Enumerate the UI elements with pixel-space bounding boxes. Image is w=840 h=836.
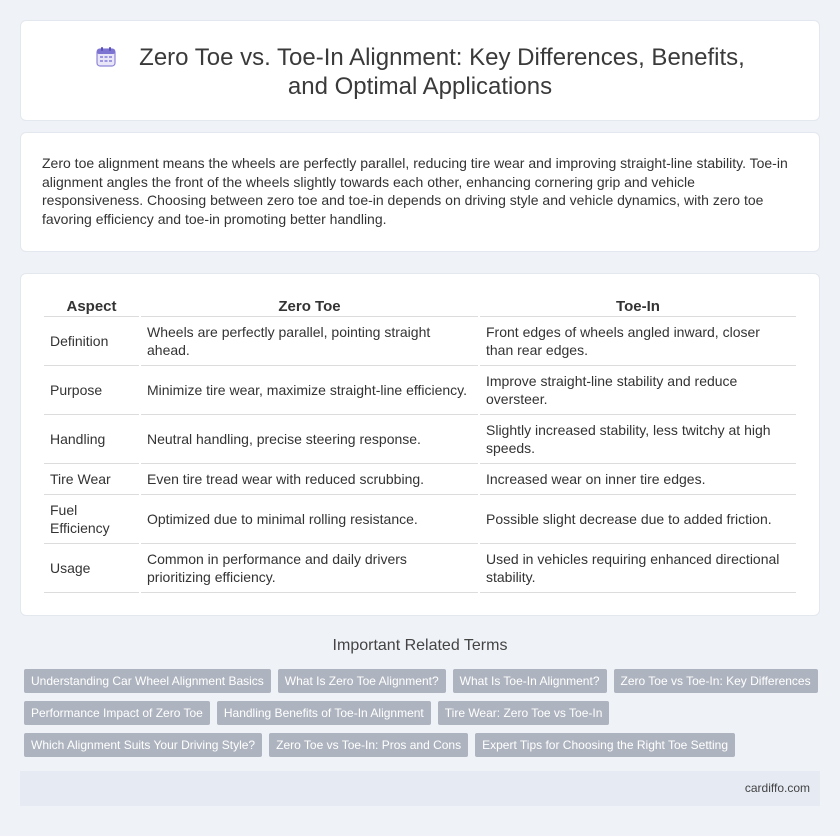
header-aspect: Aspect bbox=[44, 296, 139, 317]
tag-row bbox=[24, 733, 824, 757]
related-term-tag[interactable]: Zero Toe vs Toe-In: Pros and Cons bbox=[269, 733, 468, 757]
intro-card bbox=[20, 132, 820, 252]
page-title-wrap bbox=[21, 43, 819, 101]
cell-aspect: Definition bbox=[44, 317, 139, 366]
related-term-tag[interactable]: Expert Tips for Choosing the Right Toe Setting bbox=[475, 733, 735, 757]
table-row bbox=[44, 366, 796, 415]
tag-row bbox=[24, 701, 824, 725]
related-terms-title: Important Related Terms bbox=[332, 637, 508, 654]
cell-zero-toe: Even tire tread wear with reduced scrubbing. bbox=[141, 464, 478, 495]
cell-zero-toe: Optimized due to minimal rolling resistance. bbox=[141, 495, 478, 544]
footer-site-link[interactable]: cardiffo.com bbox=[744, 781, 810, 795]
footer bbox=[20, 771, 820, 806]
related-term-tag[interactable]: Which Alignment Suits Your Driving Style? bbox=[24, 733, 262, 757]
cell-toe-in: Increased wear on inner tire edges. bbox=[480, 464, 796, 495]
table-row bbox=[44, 415, 796, 464]
tag-row bbox=[24, 669, 824, 693]
header-toe-in: Toe-In bbox=[480, 296, 796, 317]
related-term-tag[interactable]: Zero Toe vs Toe-In: Key Differences bbox=[614, 669, 818, 693]
related-term-tag[interactable]: Tire Wear: Zero Toe vs Toe-In bbox=[438, 701, 610, 725]
table-row bbox=[44, 495, 796, 544]
cell-aspect: Purpose bbox=[44, 366, 139, 415]
cell-toe-in: Possible slight decrease due to added friction. bbox=[480, 495, 796, 544]
cell-toe-in: Used in vehicles requiring enhanced directional stability. bbox=[480, 544, 796, 593]
cell-toe-in: Front edges of wheels angled inward, closer than rear edges. bbox=[480, 317, 796, 366]
cell-zero-toe: Neutral handling, precise steering response. bbox=[141, 415, 478, 464]
related-term-tag[interactable]: Performance Impact of Zero Toe bbox=[24, 701, 210, 725]
cell-toe-in: Improve straight-line stability and reduce oversteer. bbox=[480, 366, 796, 415]
cell-zero-toe: Common in performance and daily drivers prioritizing efficiency. bbox=[141, 544, 478, 593]
cell-aspect: Handling bbox=[44, 415, 139, 464]
table-row bbox=[44, 464, 796, 495]
table-row bbox=[44, 317, 796, 366]
cell-zero-toe: Wheels are perfectly parallel, pointing straight ahead. bbox=[141, 317, 478, 366]
header-zero-toe: Zero Toe bbox=[141, 296, 478, 317]
title-card bbox=[20, 20, 820, 121]
cell-toe-in: Slightly increased stability, less twitchy at high speeds. bbox=[480, 415, 796, 464]
page-title: Zero Toe vs. Toe-In Alignment: Key Differences, Benefits, and Optimal Applications bbox=[139, 44, 745, 100]
related-terms-tags bbox=[24, 669, 824, 765]
table-header-row bbox=[44, 296, 796, 317]
cell-aspect: Usage bbox=[44, 544, 139, 593]
cell-aspect: Tire Wear bbox=[44, 464, 139, 495]
related-term-tag[interactable]: Handling Benefits of Toe-In Alignment bbox=[217, 701, 431, 725]
intro-paragraph: Zero toe alignment means the wheels are perfectly parallel, reducing tire wear and improving straight-line stability. Toe-in alignment angles the front of the wheels slightly towards each other, enhancing cornering grip and vehicle responsiveness. Choosing between zero toe and toe-in depends on driving style and vehicle dynamics, with zero toe favoring efficiency and toe-in promoting better handling. bbox=[42, 155, 788, 227]
comparison-table bbox=[42, 296, 798, 593]
comparison-card bbox=[20, 273, 820, 616]
table-row bbox=[44, 544, 796, 593]
calendar-icon bbox=[95, 46, 117, 68]
related-term-tag[interactable]: Understanding Car Wheel Alignment Basics bbox=[24, 669, 271, 693]
cell-aspect: Fuel Efficiency bbox=[44, 495, 139, 544]
cell-zero-toe: Minimize tire wear, maximize straight-line efficiency. bbox=[141, 366, 478, 415]
related-term-tag[interactable]: What Is Toe-In Alignment? bbox=[453, 669, 607, 693]
related-term-tag[interactable]: What Is Zero Toe Alignment? bbox=[278, 669, 446, 693]
